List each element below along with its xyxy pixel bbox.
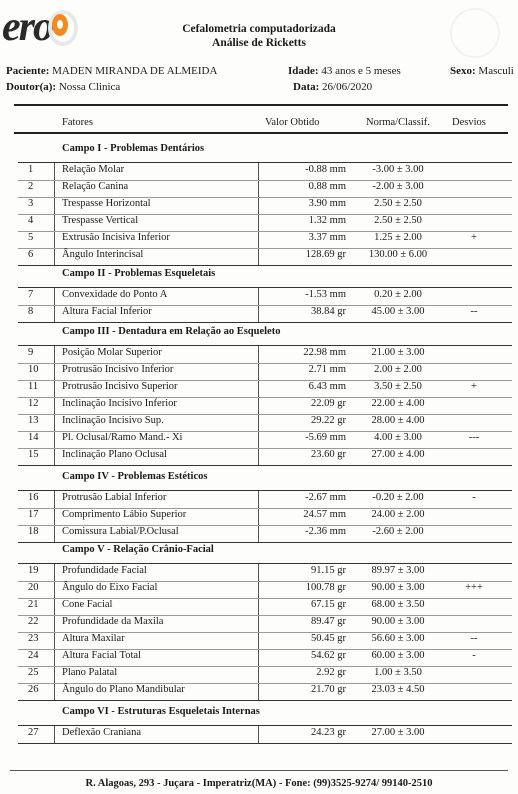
col-header-fatores: Fatores <box>62 117 93 128</box>
row-number: 25 <box>28 667 39 678</box>
table-row <box>18 563 512 579</box>
row-number: 16 <box>28 492 39 503</box>
table-row <box>18 362 512 378</box>
table-row <box>18 597 512 613</box>
norm-value: 1.25 ± 2.00 <box>374 232 422 243</box>
row-number: 19 <box>28 565 39 576</box>
col-header-desvios: Desvios <box>452 117 486 128</box>
norm-value: 27.00 ± 4.00 <box>371 449 425 460</box>
table-row <box>18 304 512 320</box>
sex-value: Masculi <box>478 65 514 77</box>
obtained-value: -1.53 mm <box>305 289 346 300</box>
footer-rule <box>10 770 508 771</box>
row-number: 18 <box>28 526 39 537</box>
row-number: 23 <box>28 633 39 644</box>
sex-label: Sexo: <box>450 65 476 77</box>
title-line-2: Análise de Ricketts <box>212 37 306 49</box>
table-row <box>18 614 512 630</box>
col-header-norma: Norma/Classif. <box>366 117 430 128</box>
obtained-value: 1.32 mm <box>308 215 346 226</box>
obtained-value: -2.36 mm <box>305 526 346 537</box>
norm-value: 24.00 ± 2.00 <box>371 509 425 520</box>
table-row <box>18 682 512 698</box>
norm-value: 130.00 ± 6.00 <box>368 249 428 260</box>
obtained-value: 67.15 gr <box>311 599 346 610</box>
obtained-value: 54.62 gr <box>311 650 346 661</box>
section-title: Campo VI - Estruturas Esqueletais Internas <box>62 706 260 717</box>
norm-value: 4.00 ± 3.00 <box>374 432 422 443</box>
norm-value: 2.50 ± 2.50 <box>374 215 422 226</box>
deviation-mark: -- <box>470 306 478 317</box>
obtained-value: -2.67 mm <box>305 492 346 503</box>
patient-label: Paciente: <box>6 65 50 77</box>
sex-field <box>450 65 514 78</box>
obtained-value: 3.37 mm <box>308 232 346 243</box>
doctor-name: Nossa Clinica <box>58 81 121 93</box>
deviation-mark: -- <box>470 633 478 644</box>
table-row <box>18 648 512 664</box>
norm-value: 21.00 ± 3.00 <box>371 347 425 358</box>
table-row <box>18 379 512 395</box>
obtained-value: 22.98 mm <box>303 347 346 358</box>
obtained-value: 89.47 gr <box>311 616 346 627</box>
norm-value: 56.60 ± 3.00 <box>371 633 425 644</box>
title-line-1: Cefalometria computadorizada <box>182 23 336 35</box>
table-row <box>18 580 512 596</box>
row-number: 12 <box>28 398 39 409</box>
section-title: Campo IV - Problemas Estéticos <box>62 471 208 482</box>
factor-name: Pl. Oclusal/Ramo Mand.- Xi <box>62 432 183 443</box>
table-row <box>18 725 512 741</box>
norm-value: 89.97 ± 3.00 <box>371 565 425 576</box>
table-row <box>18 230 512 246</box>
obtained-value: 3.90 mm <box>308 198 346 209</box>
table-row <box>18 396 512 412</box>
norm-value: -2.60 ± 2.00 <box>372 526 424 537</box>
table-row <box>18 413 512 429</box>
row-number: 6 <box>28 249 34 260</box>
obtained-value: -5.69 mm <box>305 432 346 443</box>
col-header-valor: Valor Obtido <box>265 117 320 128</box>
norm-value: 90.00 ± 3.00 <box>371 616 425 627</box>
deviation-mark: +++ <box>465 582 483 593</box>
norm-value: 22.00 ± 4.00 <box>371 398 425 409</box>
obtained-value: 2.92 gr <box>316 667 346 678</box>
row-number: 9 <box>28 347 34 358</box>
factor-name: Profundidade da Maxila <box>62 616 164 627</box>
factor-name: Cone Facial <box>62 599 113 610</box>
deviation-mark: - <box>472 492 476 503</box>
norm-value: 27.00 ± 3.00 <box>371 727 425 738</box>
factor-name: Deflexão Craniana <box>62 727 142 738</box>
table-row <box>18 665 512 681</box>
norm-value: -2.00 ± 3.00 <box>372 181 424 192</box>
obtained-value: 24.57 mm <box>303 509 346 520</box>
date-field <box>293 81 372 94</box>
table-row <box>18 162 512 178</box>
row-number: 27 <box>28 727 39 738</box>
table-row <box>18 196 512 212</box>
table-row <box>18 490 512 506</box>
obtained-value: 0.88 mm <box>308 181 346 192</box>
obtained-value: 24.23 gr <box>311 727 346 738</box>
norm-value: 2.50 ± 2.50 <box>374 198 422 209</box>
obtained-value: 29.22 gr <box>311 415 346 426</box>
row-number: 15 <box>28 449 39 460</box>
obtained-value: 2.71 mm <box>308 364 346 375</box>
norm-value: 60.00 ± 3.00 <box>371 650 425 661</box>
row-number: 21 <box>28 599 39 610</box>
factor-name: Altura Facial Inferior <box>62 306 152 317</box>
factor-name: Protrusão Incisivo Inferior <box>62 364 174 375</box>
date-label: Data: <box>293 81 320 93</box>
obtained-value: 21.70 gr <box>311 684 346 695</box>
row-number: 20 <box>28 582 39 593</box>
factor-name: Trespasse Vertical <box>62 215 139 226</box>
obtained-value: 100.78 gr <box>305 582 346 593</box>
factor-name: Trespasse Horizontal <box>62 198 151 209</box>
table-row <box>18 430 512 446</box>
norm-value: -0.20 ± 2.00 <box>372 492 424 503</box>
factor-name: Ângulo do Plano Mandibular <box>62 684 185 695</box>
deviation-mark: + <box>471 381 477 392</box>
row-number: 4 <box>28 215 34 226</box>
header-rule <box>14 104 508 106</box>
date-value: 26/06/2020 <box>322 81 373 93</box>
table-row <box>18 287 512 303</box>
row-number: 5 <box>28 232 34 243</box>
obtained-value: 50.45 gr <box>311 633 346 644</box>
factor-name: Ângulo do Eixo Facial <box>62 582 158 593</box>
section-title: Campo I - Problemas Dentários <box>62 143 205 154</box>
obtained-value: -0.88 mm <box>305 164 346 175</box>
norm-value: 0.20 ± 2.00 <box>374 289 422 300</box>
row-number: 13 <box>28 415 39 426</box>
table-row <box>18 631 512 647</box>
factor-name: Inclinação Incisivo Inferior <box>62 398 177 409</box>
doctor-label: Doutor(a): <box>6 81 57 93</box>
table-row <box>18 507 512 523</box>
obtained-value: 128.69 gr <box>305 249 346 260</box>
obtained-value: 91.15 gr <box>311 565 346 576</box>
factor-name: Profundidade Facial <box>62 565 147 576</box>
norm-value: 23.03 ± 4.50 <box>371 684 425 695</box>
factor-name: Inclinação Plano Oclusal <box>62 449 167 460</box>
norm-value: 90.00 ± 3.00 <box>371 582 425 593</box>
patient-field <box>6 65 217 78</box>
obtained-value: 22.09 gr <box>311 398 346 409</box>
section-title: Campo III - Dentadura em Relação ao Esqueleto <box>62 326 281 337</box>
table-row <box>18 345 512 361</box>
factor-name: Plano Palatal <box>62 667 118 678</box>
row-number: 24 <box>28 650 39 661</box>
table-row <box>18 447 512 463</box>
obtained-value: 23.60 gr <box>311 449 346 460</box>
row-number: 7 <box>28 289 34 300</box>
row-number: 11 <box>28 381 39 392</box>
norm-value: 1.00 ± 3.50 <box>374 667 422 678</box>
row-number: 1 <box>28 164 34 175</box>
factor-name: Ângulo Interincisal <box>62 249 144 260</box>
norm-value: 3.50 ± 2.50 <box>374 381 422 392</box>
row-number: 3 <box>28 198 34 209</box>
table-row <box>18 179 512 195</box>
factor-name: Convexidade do Ponto A <box>62 289 168 300</box>
factor-name: Inclinação Incisivo Sup. <box>62 415 164 426</box>
deviation-mark: + <box>471 232 477 243</box>
obtained-value: 6.43 mm <box>308 381 346 392</box>
logo-text: ero <box>2 4 52 50</box>
table-row <box>18 524 512 540</box>
factor-name: Altura Facial Total <box>62 650 141 661</box>
norm-value: -3.00 ± 3.00 <box>372 164 424 175</box>
row-number: 2 <box>28 181 34 192</box>
factor-name: Posição Molar Superior <box>62 347 162 358</box>
norm-value: 2.00 ± 2.00 <box>374 364 422 375</box>
factor-name: Comprimento Lábio Superior <box>62 509 187 520</box>
age-label: Idade: <box>288 65 319 77</box>
row-number: 26 <box>28 684 39 695</box>
row-number: 22 <box>28 616 39 627</box>
deviation-mark: --- <box>468 432 480 443</box>
row-number: 17 <box>28 509 39 520</box>
norm-value: 68.00 ± 3.50 <box>371 599 425 610</box>
row-number: 10 <box>28 364 39 375</box>
age-value: 43 anos e 5 meses <box>321 65 401 77</box>
factor-name: Altura Maxilar <box>62 633 125 644</box>
factor-name: Protrusão Incisivo Superior <box>62 381 178 392</box>
deviation-mark: - <box>472 650 476 661</box>
factor-name: Protrusão Labial Inferior <box>62 492 167 503</box>
norm-value: 28.00 ± 4.00 <box>371 415 425 426</box>
factor-name: Relação Molar <box>62 164 125 175</box>
factor-name: Relação Canina <box>62 181 129 192</box>
factor-name: Comissura Labial/P.Oclusal <box>62 526 179 537</box>
table-row <box>18 213 512 229</box>
factor-name: Extrusão Incisiva Inferior <box>62 232 170 243</box>
section-title: Campo II - Problemas Esqueletais <box>62 268 216 279</box>
norm-value: 45.00 ± 3.00 <box>371 306 425 317</box>
age-field <box>288 65 401 78</box>
table-row <box>18 247 512 263</box>
footer-address: R. Alagoas, 293 - Juçara - Imperatriz(MA) - Fone: (99)3525-9274/ 99140-2510 <box>85 778 433 789</box>
section-title: Campo V - Relação Crânio-Facial <box>62 544 214 555</box>
doctor-field <box>6 81 120 94</box>
document-title <box>0 22 518 50</box>
row-number: 8 <box>28 306 34 317</box>
patient-name: MADEN MIRANDA DE ALMEIDA <box>52 65 218 77</box>
obtained-value: 38.84 gr <box>311 306 346 317</box>
columns-rule <box>14 132 508 134</box>
row-number: 14 <box>28 432 39 443</box>
